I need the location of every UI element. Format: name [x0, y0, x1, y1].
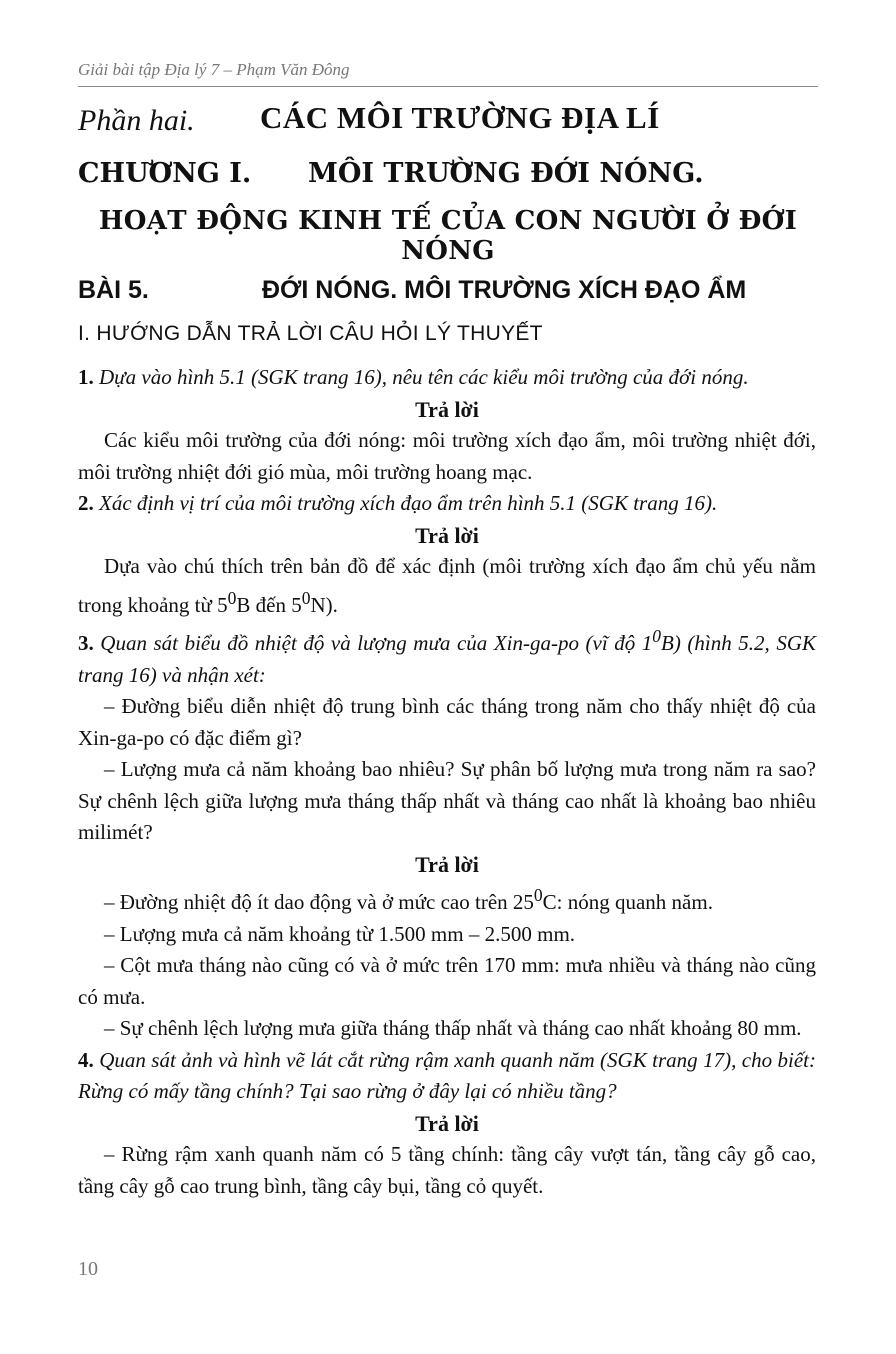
lesson-heading — [78, 276, 818, 310]
answer-label: Trả lời — [415, 1110, 479, 1136]
question-text: Quan sát biểu đồ nhiệt độ và lượng mưa của Xin-ga-po (vĩ độ 1 — [100, 631, 653, 655]
question-text: B) (hình 5.2, SGK trang 16) và nhận xét: — [78, 631, 816, 687]
superscript: 0 — [227, 587, 237, 608]
question-number: 1. — [78, 365, 94, 389]
question-3-sub-1: – Đường biểu diễn nhiệt độ trung bình các tháng trong năm cho thấy nhiệt độ của Xin-ga-po có đặc điểm gì? — [78, 694, 816, 750]
text-segment: B đến 5 — [236, 592, 302, 617]
running-header: Giải bài tập Địa lý 7 – Phạm Văn Đông — [78, 60, 818, 87]
question-text: Quan sát ảnh và hình vẽ lát cắt rừng rậm xanh quanh năm (SGK trang 17), cho biết: Rừng có mấy tầng chính? Tại sao rừng ở đây lại có nhiều tầng? — [78, 1047, 816, 1103]
part-label: Phần hai. — [78, 104, 195, 137]
superscript: 0 — [533, 885, 543, 905]
text-segment: N). — [310, 592, 338, 617]
question-text: Xác định vị trí của môi trường xích đạo ẩm trên hình 5.1 (SGK trang 16). — [99, 491, 718, 515]
answer-label: Trả lời — [415, 851, 479, 877]
question-number: 3. — [78, 631, 94, 655]
lesson-label: BÀI 5. — [78, 276, 149, 304]
chapter-heading — [78, 158, 818, 198]
page-number: 10 — [78, 1258, 98, 1280]
answer-label: Trả lời — [415, 522, 479, 548]
answer-label: Trả lời — [415, 396, 479, 422]
part-heading — [78, 100, 818, 140]
question-text: Dựa vào hình 5.1 (SGK trang 16), nêu tên các kiểu môi trường của đới nóng. — [99, 365, 749, 389]
answer-3-item-3: – Cột mưa tháng nào cũng có và ở mức trên 170 mm: mưa nhiều và tháng nào cũng có mưa. — [78, 953, 816, 1009]
text-segment: – Đường nhiệt độ ít dao động và ở mức cao trên 25 — [104, 890, 534, 914]
question-number: 2. — [78, 491, 94, 515]
question-4 — [78, 1045, 816, 1108]
answer-4-item-1: – Rừng rậm xanh quanh năm có 5 tầng chính: tầng cây vượt tán, tầng cây gỗ cao, tầng cây gỗ cao trung bình, tầng cây bụi, tầng cỏ quyết. — [78, 1142, 816, 1198]
question-3 — [78, 621, 816, 691]
part-title: CÁC MÔI TRƯỜNG ĐỊA LÍ — [260, 100, 660, 135]
answer-3-item-1 — [78, 880, 816, 919]
question-2 — [78, 488, 816, 520]
question-3-sub-2: – Lượng mưa cả năm khoảng bao nhiêu? Sự phân bố lượng mưa trong năm ra sao? Sự chênh lệch giữa lượng mưa tháng thấp nhất và tháng cao nhất là khoảng bao nhiêu milimét? — [78, 757, 816, 844]
answer-3-item-2: – Lượng mưa cả năm khoảng từ 1.500 mm – 2.500 mm. — [104, 921, 576, 946]
superscript: 0 — [301, 587, 311, 608]
superscript: 0 — [652, 626, 662, 646]
chapter-title-line1: MÔI TRƯỜNG ĐỚI NÓNG. — [308, 158, 704, 189]
question-number: 4. — [78, 1047, 94, 1072]
answer-2 — [78, 551, 816, 621]
page-body — [78, 362, 816, 1202]
answer-1: Các kiểu môi trường của đới nóng: môi trường xích đạo ẩm, môi trường nhiệt đới, môi trường nhiệt đới gió mùa, môi trường hoang mạc. — [78, 428, 816, 484]
chapter-label: CHƯƠNG I. — [78, 158, 252, 189]
text-segment: C: nóng quanh năm. — [542, 890, 713, 914]
section-heading: I. HƯỚNG DẪN TRẢ LỜI CÂU HỎI LÝ THUYẾT — [78, 322, 543, 345]
chapter-title-line2: HOẠT ĐỘNG KINH TẾ CỦA CON NGƯỜI Ở ĐỚI NÓNG — [98, 206, 798, 266]
question-1 — [78, 362, 816, 394]
lesson-title: ĐỚI NÓNG. MÔI TRƯỜNG XÍCH ĐẠO ẨM — [262, 276, 747, 304]
answer-3-item-4: – Sự chênh lệch lượng mưa giữa tháng thấp nhất và tháng cao nhất khoảng 80 mm. — [104, 1016, 802, 1040]
text-segment: Dựa vào chú thích trên bản đồ để xác định (môi trường xích đạo ẩm chủ yếu nằm trong khoảng từ 5 — [78, 554, 816, 617]
